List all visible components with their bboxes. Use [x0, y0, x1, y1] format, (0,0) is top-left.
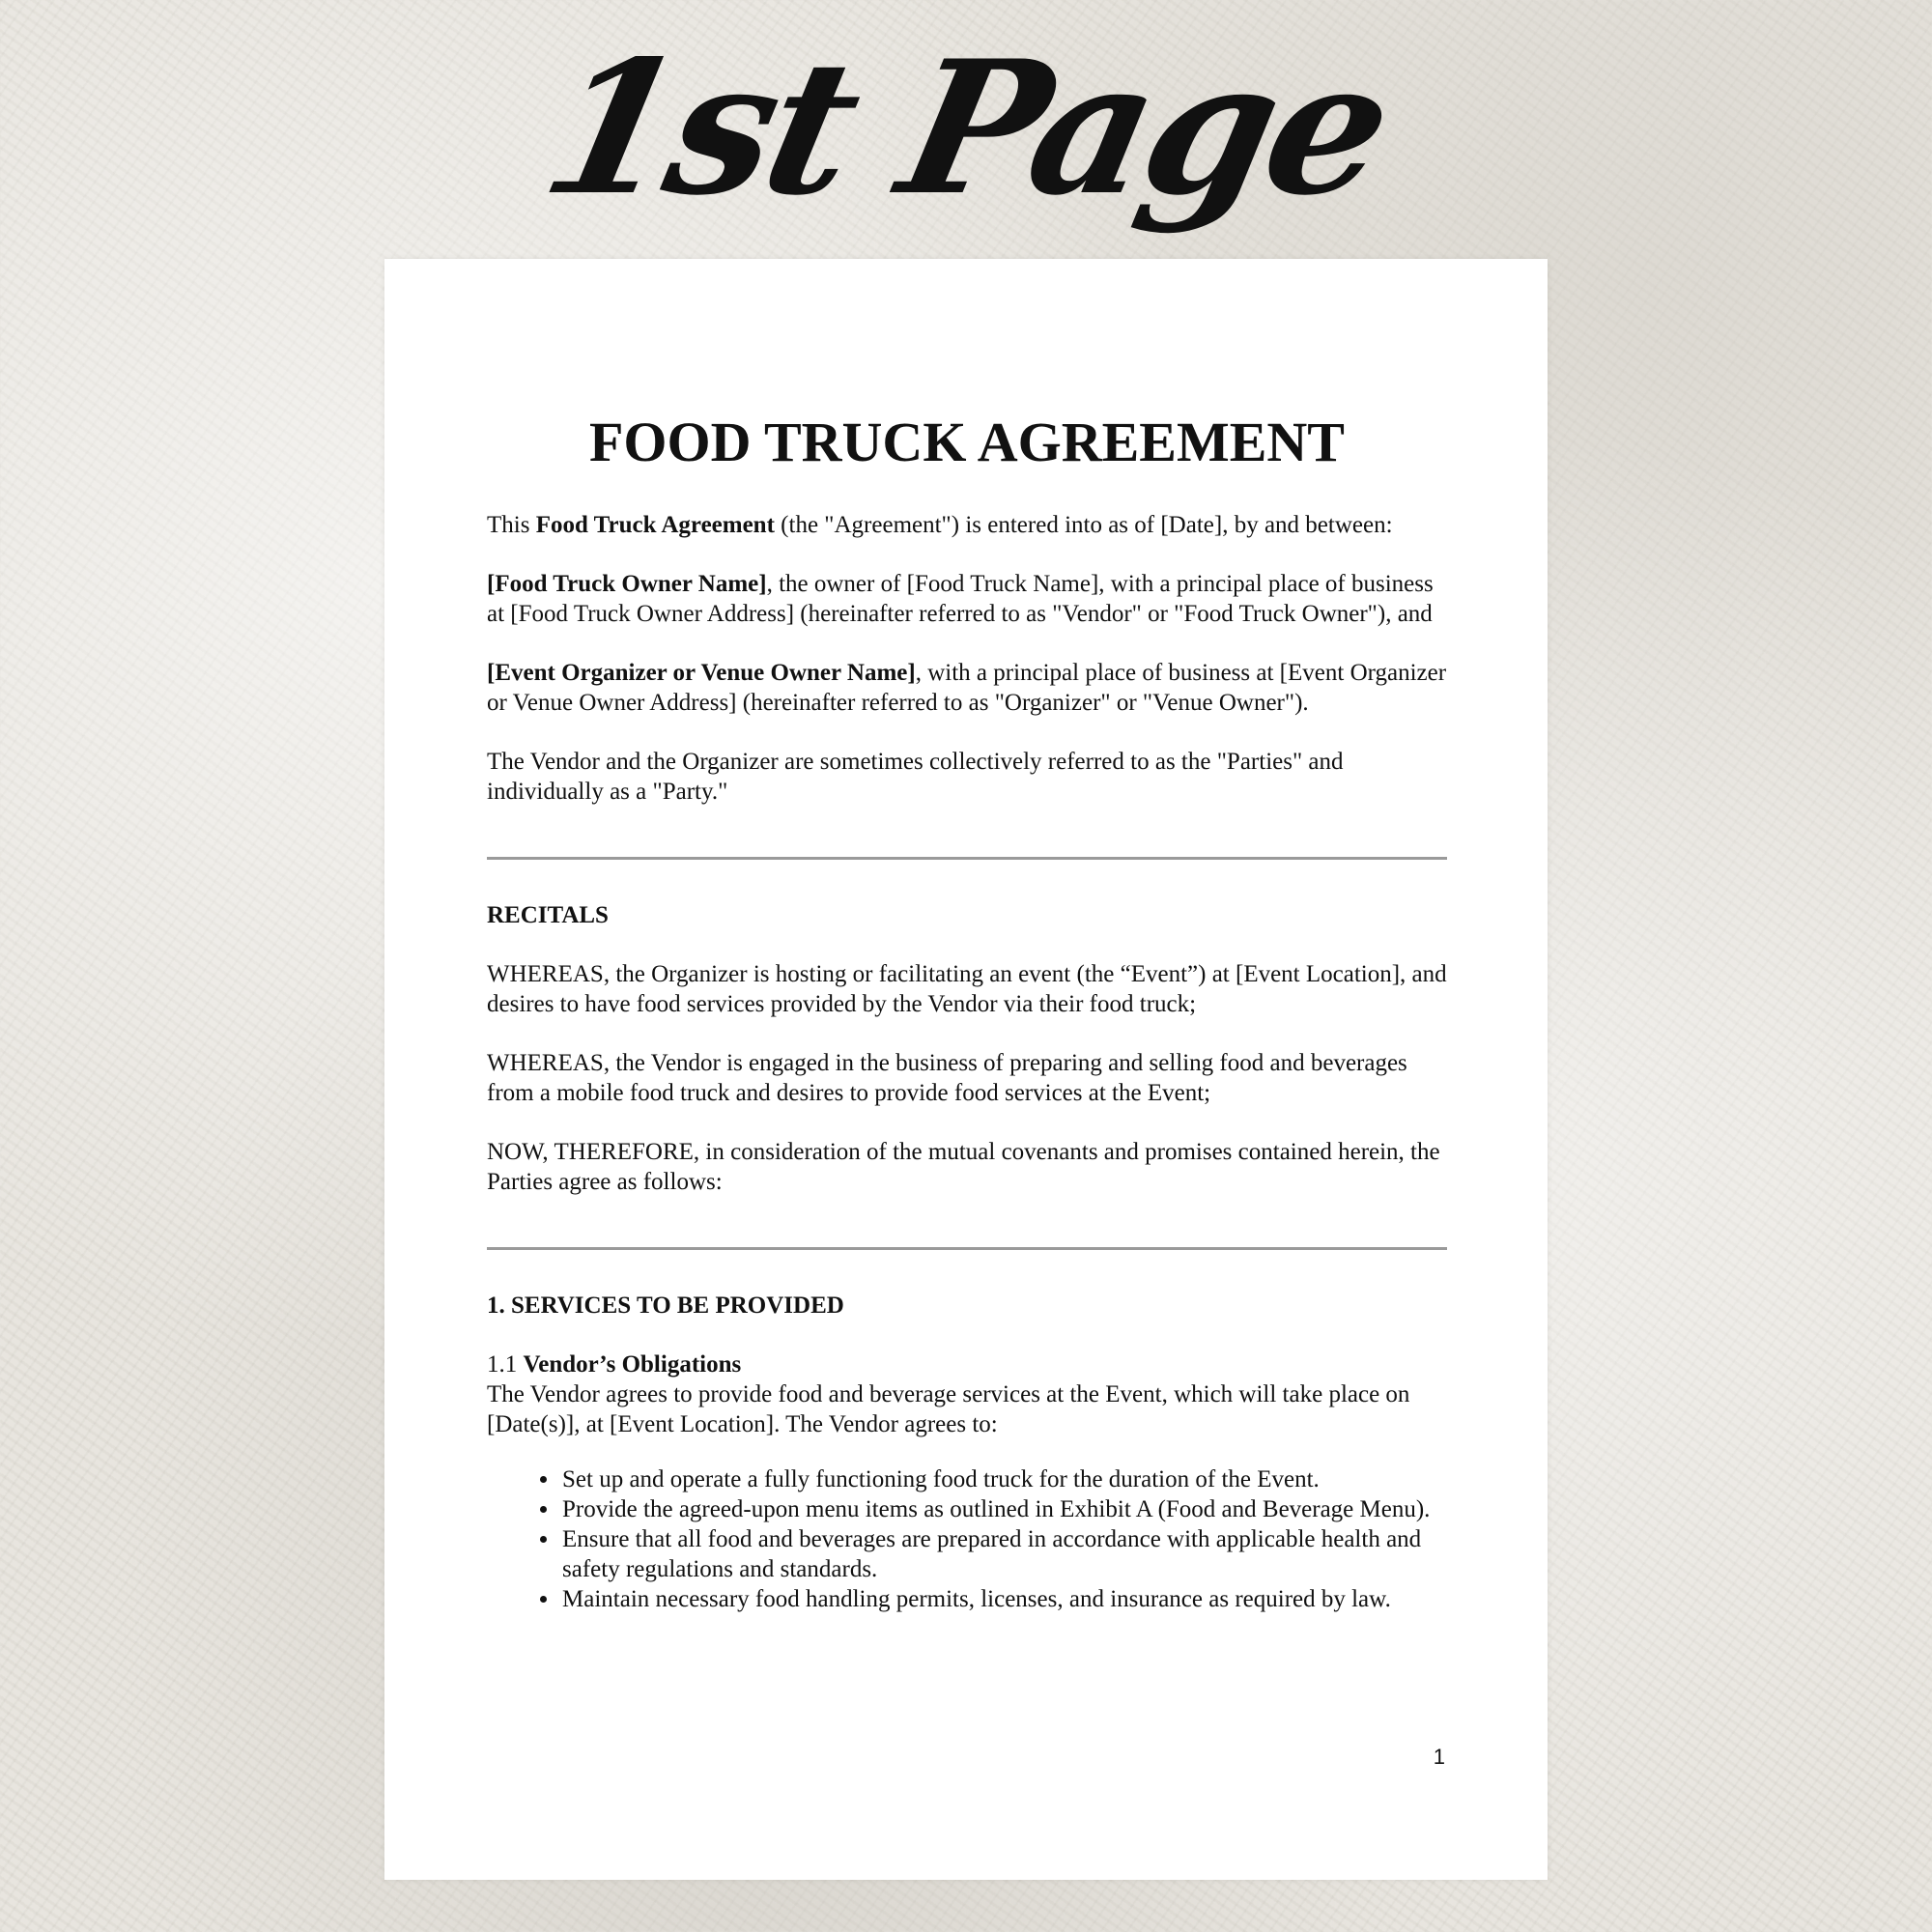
intro-text-1: This: [487, 512, 536, 538]
organizer-name-bold: [Event Organizer or Venue Owner Name]: [487, 660, 916, 686]
intro-text-2: (the "Agreement") is entered into as of [Date], by and between:: [774, 512, 1393, 538]
list-item: • Ensure that all food and beverages are prepared in accordance with applicable health and safety regulations and standards.: [560, 1524, 1447, 1584]
subsection-1-1-body: The Vendor agrees to provide food and beverage services at the Event, which will take place on [Date(s)], at [Event Location]. The Vendor agrees to:: [487, 1381, 1410, 1437]
document-content: [487, 404, 1447, 1614]
document-page: [384, 259, 1548, 1880]
list-item: • Set up and operate a fully functioning food truck for the duration of the Event.: [560, 1464, 1447, 1494]
subsection-1-1-title: [487, 1350, 1447, 1379]
document-title: FOOD TRUCK AGREEMENT: [588, 411, 1345, 473]
vendor-party-text: , the owner of [Food Truck Name], with a principal place of business at [Food Truck Owner Address] (hereinafter referred to as "Vendor" or "Food Truck Owner"), and: [487, 571, 1434, 627]
section-1-heading: 1. SERVICES TO BE PROVIDED: [487, 1293, 844, 1319]
organizer-party-text: , with a principal place of business at [Event Organizer or Venue Owner Address] (hereinafter referred to as "Organizer" or "Venue Owner").: [487, 660, 1447, 716]
section-divider: [487, 857, 1447, 860]
therefore-paragraph: NOW, THEREFORE, in consideration of the mutual covenants and promises contained herein, the Parties agree as follows:: [487, 1139, 1440, 1195]
subsection-number: 1.1: [487, 1351, 524, 1378]
section-divider: [487, 1247, 1447, 1250]
page-number: 1: [1433, 1745, 1445, 1769]
page-banner-heading: 1st Page: [527, 20, 1405, 236]
subsection-title: Vendor’s Obligations: [523, 1351, 742, 1378]
intro-bold: Food Truck Agreement: [535, 512, 775, 538]
vendor-name-bold: [Food Truck Owner Name]: [487, 571, 767, 597]
parties-note-paragraph: The Vendor and the Organizer are sometimes collectively referred to as the "Parties" and individually as a "Party.": [487, 749, 1344, 805]
whereas-paragraph-1: WHEREAS, the Organizer is hosting or facilitating an event (the “Event”) at [Event Location], and desires to have food services provided by the Vendor via their food truck;: [487, 961, 1447, 1017]
whereas-paragraph-2: WHEREAS, the Vendor is engaged in the business of preparing and selling food and beverages from a mobile food truck and desires to provide food services at the Event;: [487, 1050, 1407, 1106]
obligations-list: [487, 1464, 1447, 1614]
list-item: • Maintain necessary food handling permits, licenses, and insurance as required by law.: [560, 1584, 1447, 1614]
vendor-party-paragraph: [487, 569, 1447, 629]
intro-paragraph: [487, 510, 1447, 540]
list-item: • Provide the agreed-upon menu items as outlined in Exhibit A (Food and Beverage Menu).: [560, 1494, 1447, 1524]
organizer-party-paragraph: [487, 658, 1447, 718]
recitals-heading: RECITALS: [487, 902, 609, 928]
